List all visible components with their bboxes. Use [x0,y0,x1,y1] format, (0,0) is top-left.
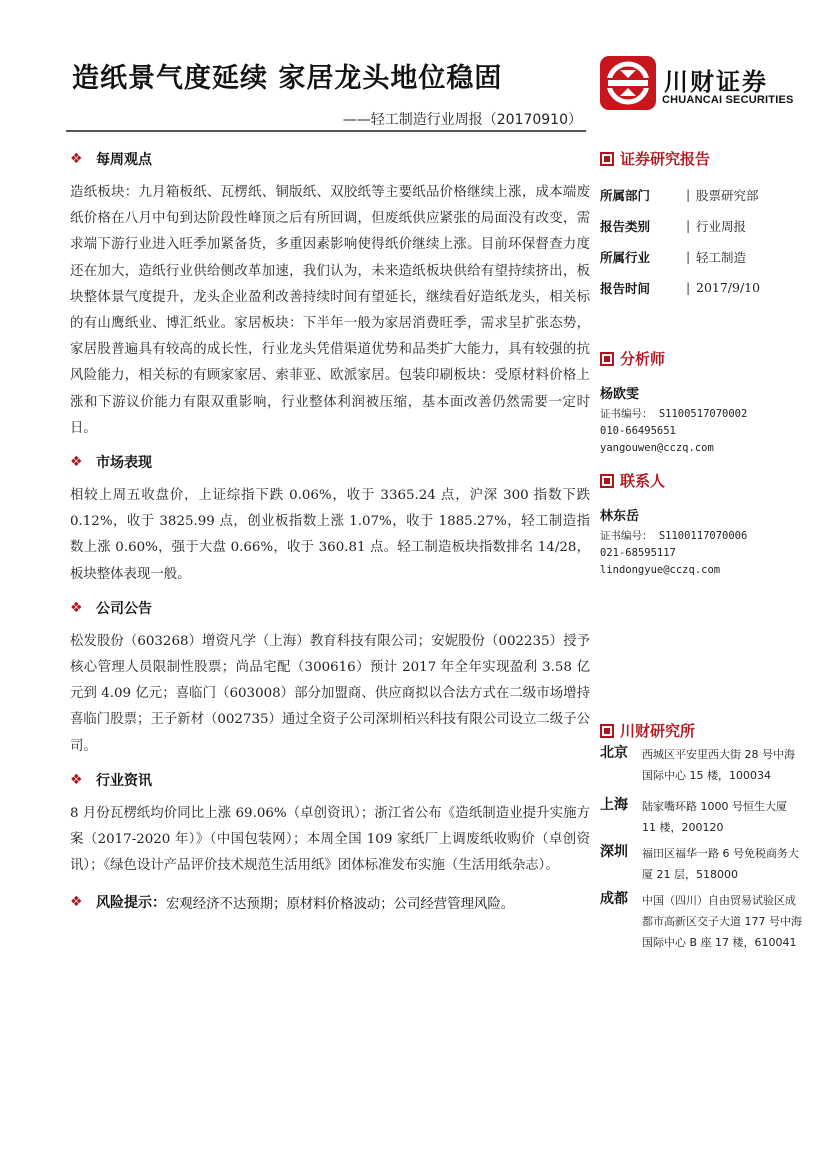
section-body: 8 月份瓦楞纸均价同比上涨 69.06%（卓创资讯）；浙江省公布《造纸制造业提升实施方案（2017-2020 年）》（中国包装网）；本周全国 109 家纸厂上调废纸收购价（卓创资讯）；《绿色设计产品评价技术规范生活用纸》团体标准发布实施（生活用纸杂志）。 [70,805,590,874]
checkbox-icon [600,352,614,366]
branch-shenzhen [600,841,800,889]
branch-city: 成都 [600,891,628,907]
info-row-date: 报告时间 | 2017/9/10 [600,280,761,296]
header-divider [66,130,586,132]
section-industry-news [70,769,590,880]
contact-heading: 联系人 [620,472,666,490]
section-body: 相较上周五收盘价，上证综指下跌 0.06%，收于 3365.24 点，沪深 300 指数下跌 0.12%，收于 3825.99 点，创业板指数上涨 1.07%，收于 1885.27%，轻工制造指数上涨 0.60%，强于大盘 0.66%，收于 360.81 点。轻工制造板块指数排名 14/28，板块整体表现一般。 [70,488,590,582]
info-row-industry: 所属行业 | 轻工制造 [600,249,747,265]
section-heading: 公司公告 [96,600,152,617]
branch-beijing [600,742,800,790]
diamond-bullet-icon: ❖ [70,894,83,911]
section-heading: 行业资讯 [96,772,152,789]
section-heading: 每周观点 [96,152,152,168]
company-logo [600,56,800,116]
contact-email[interactable]: lindongyue@cczq.com [600,564,721,576]
contact-phone: 021-68595117 [600,547,676,559]
report-subtitle: ——轻工制造行业周报（20170910） [342,112,582,128]
report-info-heading: 证券研究报告 [620,150,711,168]
analyst-panel [600,348,800,457]
diamond-bullet-icon: ❖ [70,599,83,616]
branch-shanghai [600,794,800,842]
contact-name: 林东岳 [600,509,640,524]
contact-cert: 证书编号： S1100117070006 [600,530,748,542]
checkbox-icon [600,474,614,488]
diamond-bullet-icon: ❖ [70,771,83,788]
branch-city: 北京 [600,745,628,761]
risk-heading: 风险提示： [96,895,166,912]
section-heading: 市场表现 [96,455,152,472]
chuancai-logo-icon [600,56,656,110]
diamond-bullet-icon: ❖ [70,151,83,167]
section-weekly-view [70,148,590,442]
analyst-name: 杨欧雯 [600,387,640,402]
report-info-panel [600,148,800,303]
analyst-phone: 010-66495651 [600,425,676,437]
logo-name-en: CHUANCAI SECURITIES [662,94,794,106]
analyst-email[interactable]: yangouwen@cczq.com [600,442,714,454]
branch-city: 深圳 [600,844,628,860]
analyst-heading: 分析师 [620,350,666,368]
branch-city: 上海 [600,797,628,813]
risk-body: 宏观经济不达预期；原材料价格波动；公司经营管理风险。 [166,896,515,912]
main-content [70,148,590,913]
info-row-category: 报告类别 | 行业周报 [600,218,747,234]
section-announcements [70,597,590,760]
risk-warning [70,891,590,913]
diamond-bullet-icon: ❖ [70,454,83,471]
contact-panel [600,470,800,579]
branch-address: 陆家嘴环路 1000 号恒生大厦 11 楼，200120 [642,800,787,834]
section-body: 造纸板块：九月箱板纸、瓦楞纸、铜版纸、双胶纸等主要纸品价格继续上涨，成本端废纸价格在八月中旬到达阶段性峰顶之后有所回调，但废纸供应紧张的局面没有改变，需求端下游行业进入旺季加紧备货，多重因素影响使得纸价继续上涨。目前环保督查力度还在加大，造纸行业供给侧改革加速，我们认为，未来造纸板块供给有望持续挤出，板块整体景气度提升，龙头企业盈利改善持续时间有望延长，继续看好造纸龙头，相关标的有山鹰纸业、博汇纸业。家居板块：下半年一般为家居消费旺季，需求呈扩张态势，家居股普遍具有较高的成长性，行业龙头凭借渠道优势和品类扩大能力，具有较强的抗风险能力，相关标的有顾家家居、索菲亚、欧派家居。包装印刷板块：受原材料价格上涨和下游议价能力有限双重影响，行业整体利润被压缩，基本面改善仍然需要一定时日。 [70,185,590,436]
checkbox-icon [600,152,614,166]
report-title: 造纸景气度延续 家居龙头地位稳固 [72,63,503,94]
section-market [70,451,590,588]
branch-address: 福田区福华一路 6 号免税商务大厦 21 层，518000 [642,847,799,881]
branch-address: 中国（四川）自由贸易试验区成都市高新区交子大道 177 号中海国际中心 B 座 17 楼，610041 [642,894,802,949]
checkbox-icon [600,724,614,738]
institute-panel [600,720,800,741]
branch-address: 西城区平安里西大街 28 号中海国际中心 15 楼，100034 [642,748,795,782]
section-body: 松发股份（603268）增资凡学（上海）教育科技有限公司；安妮股份（002235）授予核心管理人员限制性股票；尚品宅配（300616）预计 2017 年全年实现盈利 3.58 亿元到 4.09 亿元；喜临门（603008）部分加盟商、供应商拟以合法方式在二级市场增持喜临门股票；王子新材（002735）通过全资子公司深圳栢兴科技有限公司设立二级子公司。 [70,633,590,754]
branch-chengdu [600,888,800,978]
logo-name-cn: 川财证券 [664,68,768,96]
info-row-department: 所属部门 | 股票研究部 [600,187,759,203]
institute-heading: 川财研究所 [620,722,696,740]
analyst-cert: 证书编号： S1100517070002 [600,408,748,420]
